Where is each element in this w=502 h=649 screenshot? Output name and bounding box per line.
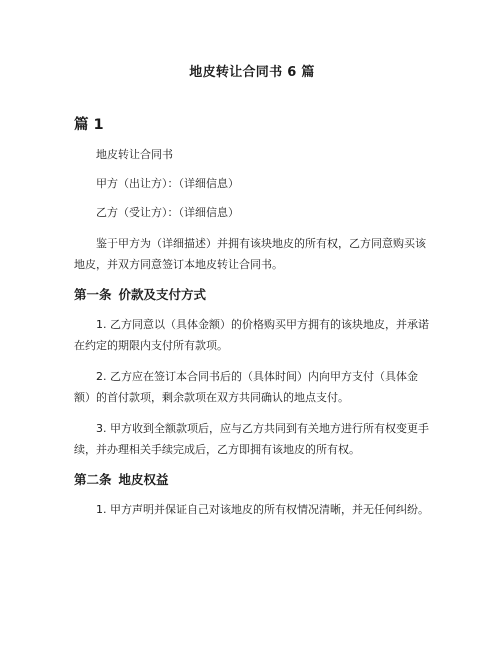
- document-title: 地皮转让合同书 6 篇: [189, 65, 315, 80]
- section-heading: 篇 1: [74, 117, 104, 133]
- article-1-number: 第一条: [74, 287, 112, 302]
- contract-name: 地皮转让合同书: [96, 148, 173, 161]
- article-2-body: [74, 499, 430, 520]
- preamble-paragraph: 鉴于甲方为（详细描述）并拥有该块地皮的所有权，乙方同意购买该地皮，并双方同意签订本地皮转让合同书。: [74, 237, 426, 271]
- article-1-clause-1: 1. 乙方同意以（具体金额）的价格购买甲方拥有的该块地皮，并承诺在约定的期限内支付所有款项。: [74, 318, 429, 352]
- contract-intro: [74, 146, 430, 222]
- article-1-body: [74, 314, 430, 460]
- article-2-title: 地皮权益: [118, 472, 169, 487]
- party-b-line: 乙方（受让方）：（详细信息）: [96, 206, 239, 219]
- article-2-clause-1: 1. 甲方声明并保证自己对该地皮的所有权情况清晰，并无任何纠纷。: [96, 503, 429, 516]
- article-2-heading: [74, 471, 430, 489]
- article-1-clause-2: 2. 乙方应在签订本合同书后的（具体时间）内向甲方支付（具体金额）的首付款项，剩余款项在双方共同确认的地点支付。: [74, 370, 418, 404]
- article-1-heading: [74, 286, 430, 304]
- article-1-title: 价款及支付方式: [118, 287, 207, 302]
- party-a-line: 甲方（出让方）：（详细信息）: [96, 177, 239, 190]
- article-1-clause-3: 3. 甲方收到全额款项后，应与乙方共同到有关地方进行所有权变更手续，并办理相关手续完成后，乙方即拥有该地皮的所有权。: [74, 422, 429, 456]
- article-2-number: 第二条: [74, 472, 112, 487]
